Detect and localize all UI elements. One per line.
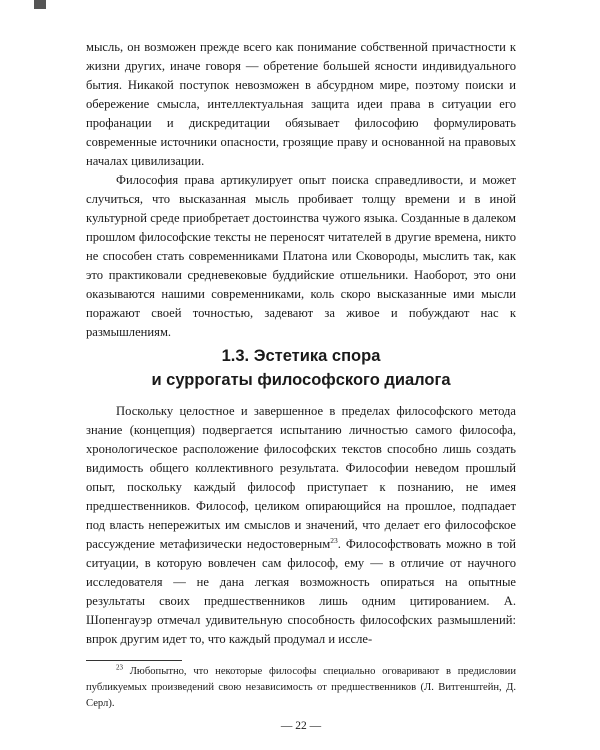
- section-paragraph-text-end: . Философствовать можно в той ситуации, в которую вовлечен сам философ, ему — в отличие от научного исследователя — не дана легкая возможность опираться на опытные результаты своих предшественников лишь одним цитированием. А. Шопенгауэр отмечал удивительную способность философских размышлений: впрок другим идет то, что каждый продумал и иссле-: [86, 537, 516, 646]
- section-heading-line-1: 1.3. Эстетика спора: [221, 347, 381, 365]
- section-heading: [86, 344, 516, 392]
- section-heading-line-2: и суррогаты философского диалога: [151, 371, 451, 389]
- footnote-separator: [86, 660, 182, 661]
- scan-corner-mark: [34, 0, 46, 9]
- body-text-section: [86, 402, 516, 649]
- footnote-text: Любопытно, что некоторые философы специально оговаривают в предисловии публикуемых произведений свою независимость от предшественников (Л. Витгенштейн, Д. Серл).: [86, 666, 516, 709]
- body-text-top: [86, 38, 516, 342]
- footnote-number: 23: [116, 663, 123, 672]
- footnote-reference: 23: [330, 535, 338, 545]
- section-paragraph: [86, 402, 516, 649]
- continuation-paragraph: мысль, он возможен прежде всего как понимание собственной причастности к жизни других, иначе говоря — обретение большей ясности индивидуального бытия. Никакой поступок невозможен в абсурдном мире, поэтому поиски и обережение смысла, интеллектуальная защита идеи права в ситуации его профанации и дискредитации обязывает философию формулировать современные источники опасности, грозящие праву и основанной на правовых началах цивилизации.: [86, 40, 516, 168]
- footnote: [86, 664, 516, 712]
- philosophy-of-law-paragraph: Философия права артикулирует опыт поиска справедливости, и может случиться, что высказанная мысль пробивает толщу времени и в иной культурной среде приобретает достоинства чужого языка. Созданные в далеком прошлом философские тексты не переносят читателей в другие времена, никто не способен стать современниками Платона или Сковороды, мыслить так, как это практиковали средневековые буддийские отшельники. Наоборот, это они оказываются нашими современниками, коль скоро высказанные ими мысли поражают своей точностью, задевают за живое и побуждают нас к размышлениям.: [86, 173, 516, 339]
- page-number: — 22 —: [280, 720, 322, 732]
- section-paragraph-text-start: Поскольку целостное и завершенное в пределах философского метода знание (концепция) подвергается испытанию личностью самого философа, хронологическое расположение философских текстов способно лишь создать видимость общего коллективного результата. Философии неведом прошлый опыт, поскольку каждый философ приступает к познанию, не имея предшественников. Философ, целиком опирающийся на прошлое, подпадает под власть непережитых им смыслов и значений, что делает его философское рассуждение метафизически недостоверным: [86, 404, 516, 551]
